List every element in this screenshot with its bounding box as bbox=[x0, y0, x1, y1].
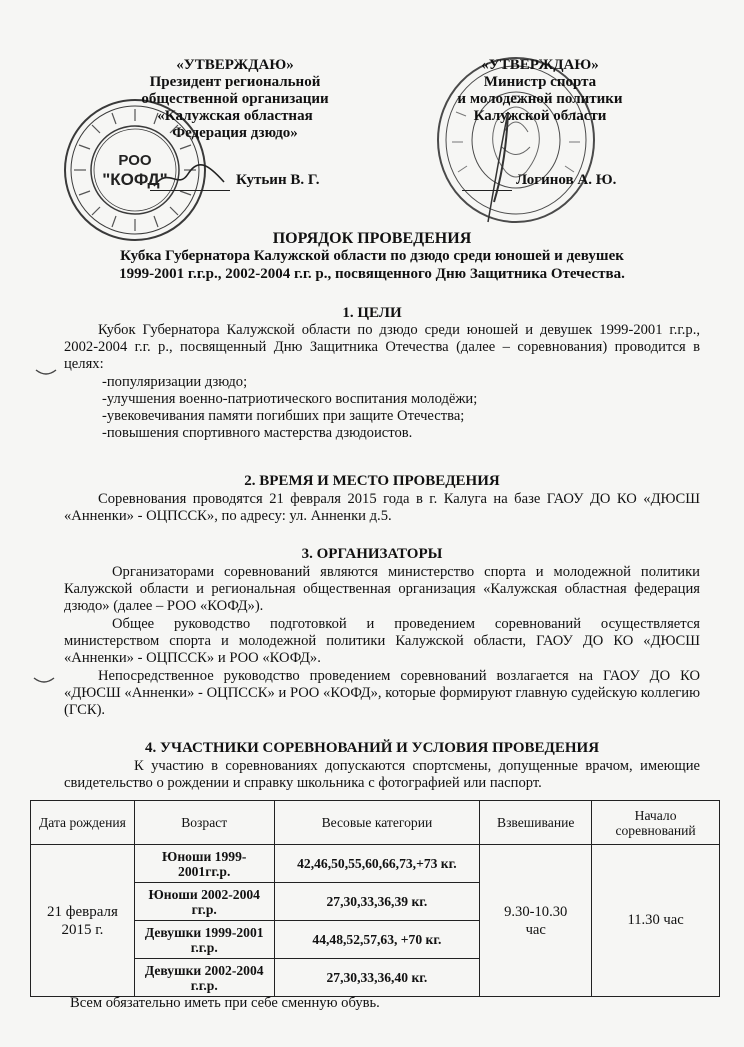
table-row bbox=[31, 845, 720, 883]
header-weighin: Взвешивание bbox=[480, 801, 592, 845]
cell-age: Девушки 2002-2004 г.г.р. bbox=[134, 959, 274, 997]
signature-line-right bbox=[462, 190, 512, 191]
cell-start: 11.30 час bbox=[592, 845, 720, 997]
cell-date: 21 февраля 2015 г. bbox=[31, 845, 135, 997]
stamp-text-kofd: "КОФД" bbox=[102, 170, 168, 189]
stamp-text-roo: РОО bbox=[118, 152, 152, 169]
header-start: Начало соревнований bbox=[592, 801, 720, 845]
list-item: -улучшения военно-патриотического воспитания молодёжи; bbox=[102, 391, 478, 407]
document-subtitle-line2: 1999-2001 г.г.р., 2002-2004 г.г. р., посвященного Дню Защитника Отечества. bbox=[119, 266, 625, 282]
approval-left bbox=[110, 57, 360, 142]
margin-mark bbox=[32, 676, 56, 686]
approval-left-heading: «УТВЕРЖДАЮ» bbox=[176, 57, 294, 73]
cell-age: Юноши 2002-2004 гг.р. bbox=[134, 883, 274, 921]
section-4-footer: Всем обязательно иметь при себе сменную обувь. bbox=[70, 995, 380, 1011]
section-4-text: К участию в соревнованиях допускаются спортсмены, допущенные врачом, имеющие свидетельство о рождении и справку школьника с фотографией или паспорт. bbox=[64, 758, 700, 791]
section-4-heading: 4. УЧАСТНИКИ СОРЕВНОВАНИЙ И УСЛОВИЯ ПРОВЕДЕНИЯ bbox=[144, 740, 600, 756]
section-2-heading: 2. ВРЕМЯ И МЕСТО ПРОВЕДЕНИЯ bbox=[244, 473, 500, 489]
cell-weights: 42,46,50,55,60,66,73,+73 кг. bbox=[274, 845, 480, 883]
approval-left-signature-name: Кутьин В. Г. bbox=[236, 172, 320, 188]
approval-left-line: Президент региональной bbox=[149, 74, 321, 90]
section-2-text: Соревнования проводятся 21 февраля 2015 года в г. Калуга на базе ГАОУ ДО КО «ДЮСШ «Анненки» - ОЦПССК», по адресу: ул. Анненки д.5. bbox=[64, 491, 700, 524]
approval-left-line: общественной организации bbox=[141, 91, 329, 107]
approval-right-line: и молодежной политики bbox=[457, 91, 623, 107]
header-date: Дата рождения bbox=[31, 801, 135, 845]
cell-weighin: 9.30-10.30 час bbox=[480, 845, 592, 997]
document-subtitle-line1: Кубка Губернатора Калужской области по дзюдо среди юношей и девушек bbox=[120, 248, 624, 264]
section-3-heading: 3. ОРГАНИЗАТОРЫ bbox=[301, 546, 443, 562]
header-age: Возраст bbox=[134, 801, 274, 845]
section-3-paragraph-3: Непосредственное руководство проведением соревнований возлагается на ГАОУ ДО КО «ДЮСШ «Анненки» - ОЦПССК» и РОО «КОФД», которые формируют главную судейскую коллегию (ГСК). bbox=[64, 668, 700, 718]
cell-age: Юноши 1999-2001гг.р. bbox=[134, 845, 274, 883]
section-3-paragraph-1: Организаторами соревнований являются министерство спорта и молодежной политики Калужской области и региональная общественная организация «Калужская областная федерация дзюдо» (далее – РОО «КОФД»). bbox=[64, 564, 700, 614]
approval-right-heading: «УТВЕРЖДАЮ» bbox=[481, 57, 599, 73]
document-title: ПОРЯДОК ПРОВЕДЕНИЯ bbox=[272, 230, 472, 247]
margin-mark bbox=[34, 368, 58, 378]
signature-left bbox=[150, 160, 230, 194]
section-1-text: Кубок Губернатора Калужской области по дзюдо среди юношей и девушек 1999-2001 г.г.р., 2002-2004 г.г. р., посвященный Дню Защитника Отечества (далее – соревнования) проводится в целях: bbox=[64, 322, 700, 372]
cell-weights: 27,30,33,36,39 кг. bbox=[274, 883, 480, 921]
cell-weights: 44,48,52,57,63, +70 кг. bbox=[274, 921, 480, 959]
cell-weights: 27,30,33,36,40 кг. bbox=[274, 959, 480, 997]
section-1-heading: 1. ЦЕЛИ bbox=[342, 305, 402, 321]
approval-left-line: Федерация дзюдо» bbox=[172, 125, 298, 141]
schedule-table bbox=[30, 800, 720, 997]
approval-right bbox=[420, 57, 660, 125]
approval-left-line: «Калужская областная bbox=[157, 108, 313, 124]
table-header-row bbox=[31, 801, 720, 845]
approval-right-line: Калужской области bbox=[473, 108, 607, 124]
list-item: -повышения спортивного мастерства дзюдоистов. bbox=[102, 425, 413, 441]
cell-age: Девушки 1999-2001 г.г.р. bbox=[134, 921, 274, 959]
approval-right-line: Министр спорта bbox=[483, 74, 597, 90]
approval-right-signature-name: Логинов А. Ю. bbox=[516, 172, 617, 188]
section-1-list bbox=[102, 374, 702, 442]
header-weights: Весовые категории bbox=[274, 801, 480, 845]
list-item: -увековечивания памяти погибших при защите Отечества; bbox=[102, 408, 465, 424]
section-3-paragraph-2: Общее руководство подготовкой и проведением соревнований осуществляется министерством спорта и молодежной политики Калужской области, ГАОУ ДО КО «ДЮСШ «Анненки» - ОЦПССК» и РОО «КОФД». bbox=[64, 616, 700, 666]
list-item: -популяризации дзюдо; bbox=[102, 374, 248, 390]
